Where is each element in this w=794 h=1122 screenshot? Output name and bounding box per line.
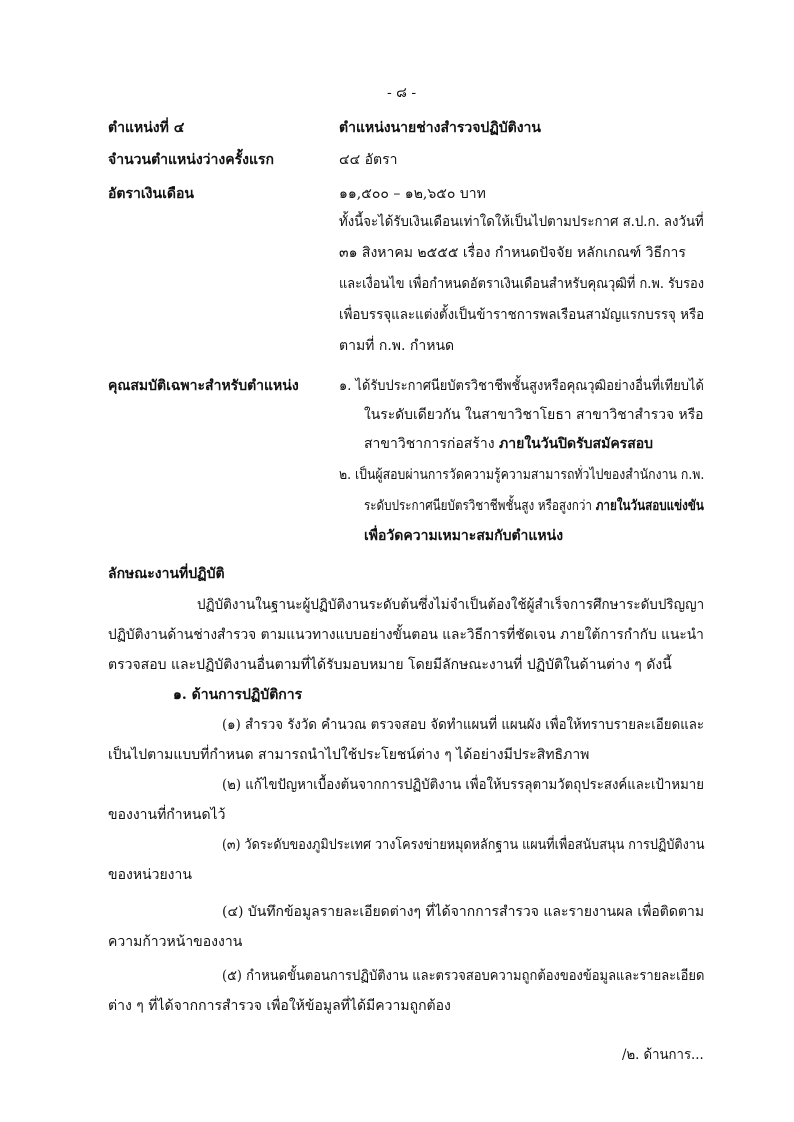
qualification-item-1-line: ในระดับเดียวกัน ในสาขาวิชาโยธา สาขาวิชาสำรวจ หรือ: [364, 407, 704, 423]
duty-item-2-line: (๒) แก้ไขปัญหาเบื้องต้นจากการปฏิบัติงาน เพื่อให้บรรลุตามวัตถุประสงค์และเป้าหมาย: [222, 777, 704, 793]
position-label: ตำแหน่งที่ ๔: [108, 120, 185, 136]
salary-note-line: ทั้งนี้จะได้รับเงินเดือนเท่าใดให้เป็นไปตามประกาศ ส.ป.ก. ลงวันที่: [339, 214, 704, 230]
qualification-item-1-line: ๑. ได้รับประกาศนียบัตรวิชาชีพชั้นสูงหรือคุณวุฒิอย่างอื่นที่เทียบได้: [339, 378, 704, 394]
job-nature-intro-line: ตรวจสอบ และปฏิบัติงานอื่นตามที่ได้รับมอบหมาย โดยมีลักษณะงานที่ ปฏิบัติในด้านต่าง ๆ ดังนี้: [108, 657, 672, 673]
page-number: - ๘ -: [387, 85, 417, 101]
job-nature-heading: ลักษณะงานที่ปฏิบัติ: [108, 566, 225, 582]
duty-item-3-line: (๓) วัดระดับของภูมิประเทศ วางโครงข่ายหมุดหลักฐาน แผนที่เพื่อสนับสนุน การปฏิบัติงาน: [222, 837, 705, 853]
salary-value: ๑๑,๕๐๐ – ๑๒,๖๕๐ บาท: [339, 186, 486, 202]
salary-label: อัตราเงินเดือน: [108, 186, 194, 202]
qualifications-label: คุณสมบัติเฉพาะสำหรับตำแหน่ง: [108, 378, 299, 394]
duty-item-5-line: ต่าง ๆ ที่ได้จากการสำรวจ เพื่อให้ข้อมูลที่ได้มีความถูกต้อง: [108, 998, 451, 1014]
section-1-heading: ๑. ด้านการปฏิบัติการ: [173, 687, 303, 703]
duty-item-2-line: ของงานที่กำหนดไว้: [108, 807, 226, 823]
salary-note-line: เพื่อบรรจุและแต่งตั้งเป็นข้าราชการพลเรือนสามัญแรกบรรจุ หรือ: [339, 307, 705, 323]
qualification-field-text: สาขาวิชาการก่อสร้าง: [364, 436, 500, 452]
qualification-item-2-line: [364, 497, 704, 515]
duty-item-3-line: ของหน่วยงาน: [108, 867, 192, 883]
continuation-note: /๒. ด้านการ...: [622, 1047, 704, 1063]
duty-item-4-line: (๔) บันทึกข้อมูลรายละเอียดต่างๆ ที่ได้จากการสำรวจ และรายงานผล เพื่อติดตาม: [222, 904, 705, 920]
position-value: ตำแหน่งนายช่างสำรวจปฏิบัติงาน: [339, 120, 541, 136]
salary-note-line: ตามที่ ก.พ. กำหนด: [339, 338, 455, 354]
duty-item-1-line: (๑) สำรวจ รังวัด คำนวณ ตรวจสอบ จัดทำแผนที่ แผนผัง เพื่อให้ทราบรายละเอียดและ: [222, 717, 705, 733]
duty-item-4-line: ความก้าวหน้าของงาน: [108, 934, 243, 950]
vacancy-label: จำนวนตำแหน่งว่างครั้งแรก: [108, 152, 274, 168]
duty-item-5-line: (๕) กำหนดขั้นตอนการปฏิบัติงาน และตรวจสอบความถูกต้องของข้อมูลและรายละเอียด: [222, 968, 705, 984]
duty-item-1-line: เป็นไปตามแบบที่กำหนด สามารถนำไปใช้ประโยชน์ต่าง ๆ ได้อย่างมีประสิทธิภาพ: [108, 747, 590, 763]
job-nature-intro-line: ปฏิบัติงานด้านช่างสำรวจ ตามแนวทางแบบอย่างขั้นตอน และวิธีการที่ชัดเจน ภายใต้การกำกับ แนะนำ: [108, 627, 704, 643]
qualification-level-text: ระดับประกาศนียบัตรวิชาชีพชั้นสูง หรือสูงกว่า: [364, 498, 596, 514]
qualification-item-2-line: เพื่อวัดความเหมาะสมกับตำแหน่ง: [364, 528, 564, 544]
job-nature-intro-line: ปฏิบัติงานในฐานะผู้ปฏิบัติงานระดับต้นซึ่งไม่จำเป็นต้องใช้ผู้สำเร็จการศึกษาระดับปริญญา: [197, 597, 705, 613]
qualification-deadline-text: ภายในวันปิดรับสมัครสอบ: [499, 436, 654, 452]
vacancy-value: ๔๔ อัตรา: [339, 152, 398, 168]
qualification-item-1-line: [364, 435, 653, 453]
qualification-exam-deadline-text: ภายในวันสอบแข่งขัน: [595, 498, 704, 514]
qualification-item-2-line: ๒. เป็นผู้สอบผ่านการวัดความรู้ความสามารถทั่วไปของสำนักงาน ก.พ.: [339, 467, 705, 483]
salary-note-line: และเงื่อนไข เพื่อกำหนดอัตราเงินเดือนสำหรับคุณวุฒิที่ ก.พ. รับรอง: [339, 276, 705, 292]
salary-note-line: ๓๑ สิงหาคม ๒๕๕๕ เรื่อง กำหนดปัจจัย หลักเกณฑ์ วิธีการ: [339, 245, 686, 261]
